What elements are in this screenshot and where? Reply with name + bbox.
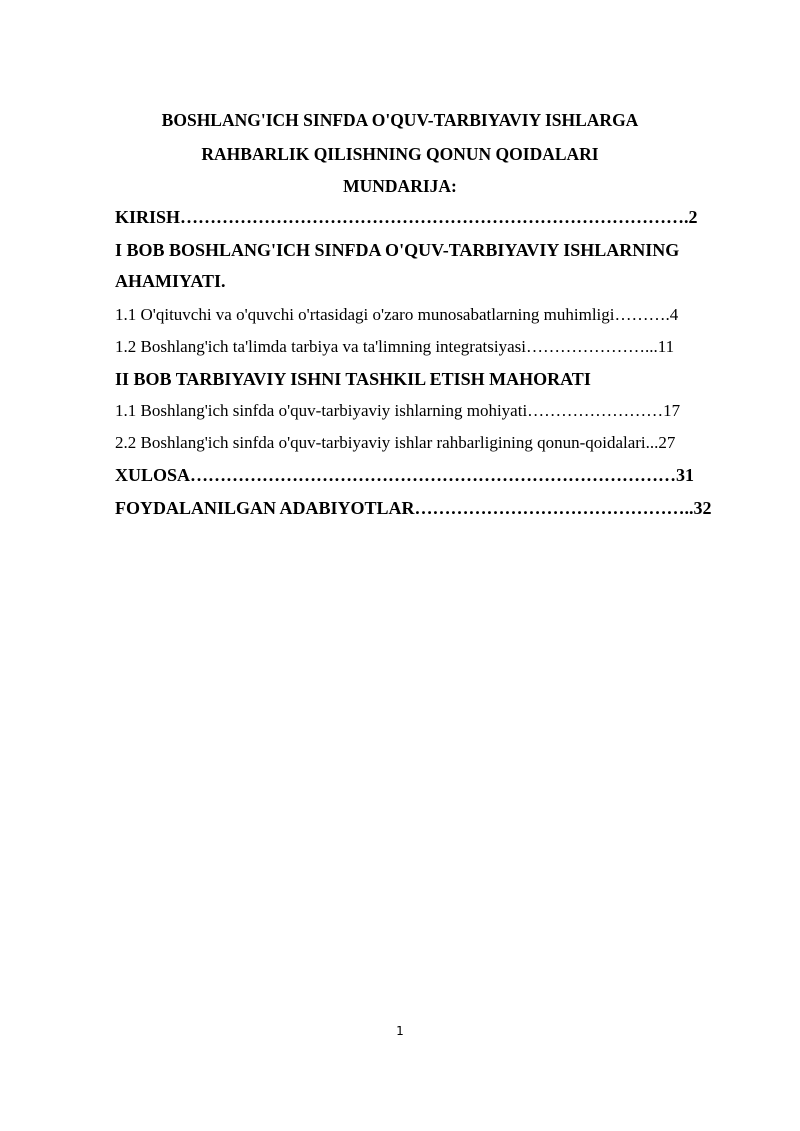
toc-entry-conclusion: XULOSA………………………………………………………………………31 (115, 465, 695, 485)
toc-entry-intro: KIRISH………………………………………………………………………….2 (115, 207, 698, 227)
page-number: 1 (396, 1024, 404, 1038)
title-line-2: RAHBARLIK QILISHNING QONUN QOIDALARI (201, 144, 599, 164)
toc-chapter-1-line-1: I BOB BOSHLANG'ICH SINFDA O'QUV-TARBIYAVIY ISHLARNING (115, 240, 680, 260)
contents-heading: MUNDARIJA: (343, 176, 457, 196)
toc-entry-1-2: 1.2 Boshlang'ich ta'limda tarbiya va ta'limning integratsiyasi…………………...11 (115, 337, 675, 356)
toc-entry-2-2: 2.2 Boshlang'ich sinfda o'quv-tarbiyaviy ishlar rahbarligining qonun-qoidalari...27 (115, 433, 676, 452)
toc-chapter-2: II BOB TARBIYAVIY ISHNI TASHKIL ETISH MAHORATI (115, 369, 591, 389)
toc-entry-2-1: 1.1 Boshlang'ich sinfda o'quv-tarbiyaviy ishlarning mohiyati……………………17 (115, 401, 681, 420)
toc-entry-1-1: 1.1 O'qituvchi va o'quvchi o'rtasidagi o'zaro munosabatlarning muhimligi……….4 (115, 305, 679, 324)
toc-entry-references: FOYDALANILGAN ADABIYOTLAR………………………………………..32 (115, 498, 712, 518)
toc-chapter-1-line-2: AHAMIYATI. (115, 271, 226, 291)
title-line-1: BOSHLANG'ICH SINFDA O'QUV-TARBIYAVIY ISHLARGA (161, 110, 639, 130)
